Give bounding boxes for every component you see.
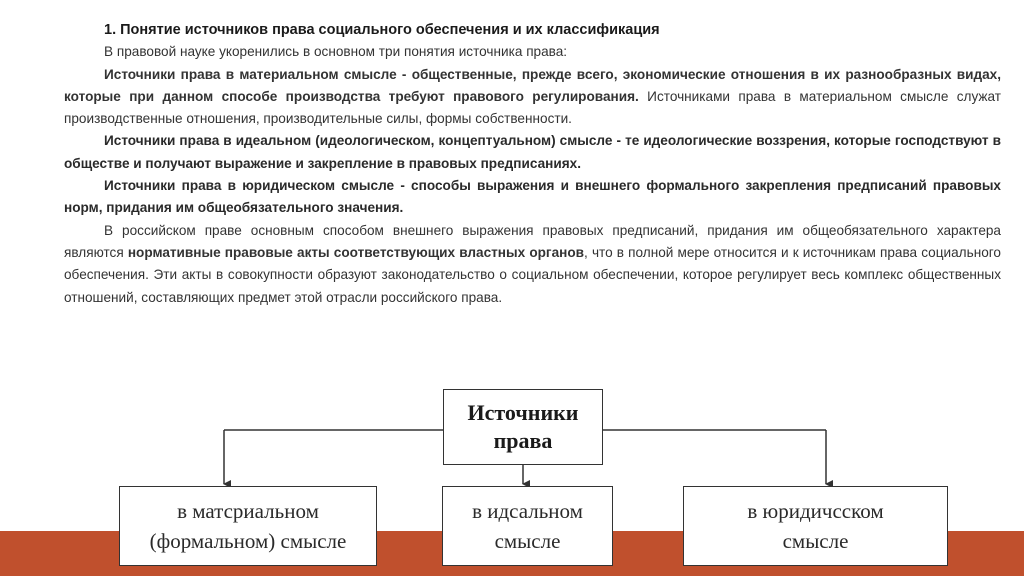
slide-title: 1. Понятие источников права социального обеспечения и их классификация (104, 22, 660, 38)
node-material-line2: (формальном) смысле (149, 529, 347, 553)
russian-law-part1: В российском праве основным способом внешнего выражения правовых предписаний, придания им общеобязательного характера являются (64, 222, 1001, 260)
root-node-sources-of-law (443, 389, 603, 465)
root-node-line1: Источники (467, 400, 579, 425)
node-ideal-line1: в идсальном (472, 499, 583, 523)
material-definition: Источники права в материальном смысле - общественные, прежде всего, экономические отношения в их разнообразных видах, которые при данном способе производства требуют правового регулирования. (64, 66, 1001, 104)
ideal-paragraph: Источники права в идеальном (идеологическом, концептуальном) смысле - те идеологические воззрения, которые господствуют в обществе и получают выражение и закрепление в правовых предписаниях. (64, 133, 1001, 171)
material-explanation: Источниками права в материальном смысле служат производственные отношения, производительные силы, формы собственности. (64, 88, 1002, 127)
intro-paragraph: В правовой науке укоренились в основном три понятия источника права: (104, 44, 568, 60)
russian-law-emphasis: нормативные правовые акты соответствующих властных органов (127, 244, 585, 260)
legal-paragraph: Источники права в юридическом смысле - способы выражения и внешнего формального закрепления предписаний правовых норм, придания им общеобязательного значения. (64, 178, 1001, 216)
node-ideal-line2: смысле (494, 529, 561, 553)
root-node-line2: права (493, 428, 553, 453)
node-legal-sense (683, 486, 948, 566)
russian-law-part2: , что в полной мере относится и к источникам права социального обеспечения. Эти акты в совокупности образуют законодательство о социальном обеспечении, которое регулирует весь комплекс общественных отношений, составляющих предмет этой отрасли российского права. (64, 244, 1001, 305)
node-material-sense (119, 486, 377, 566)
node-legal-line1: в юридичсском (747, 499, 884, 523)
node-ideal-sense (442, 486, 613, 566)
node-legal-line2: смысле (782, 529, 849, 553)
node-material-line1: в матсриальном (177, 499, 319, 523)
